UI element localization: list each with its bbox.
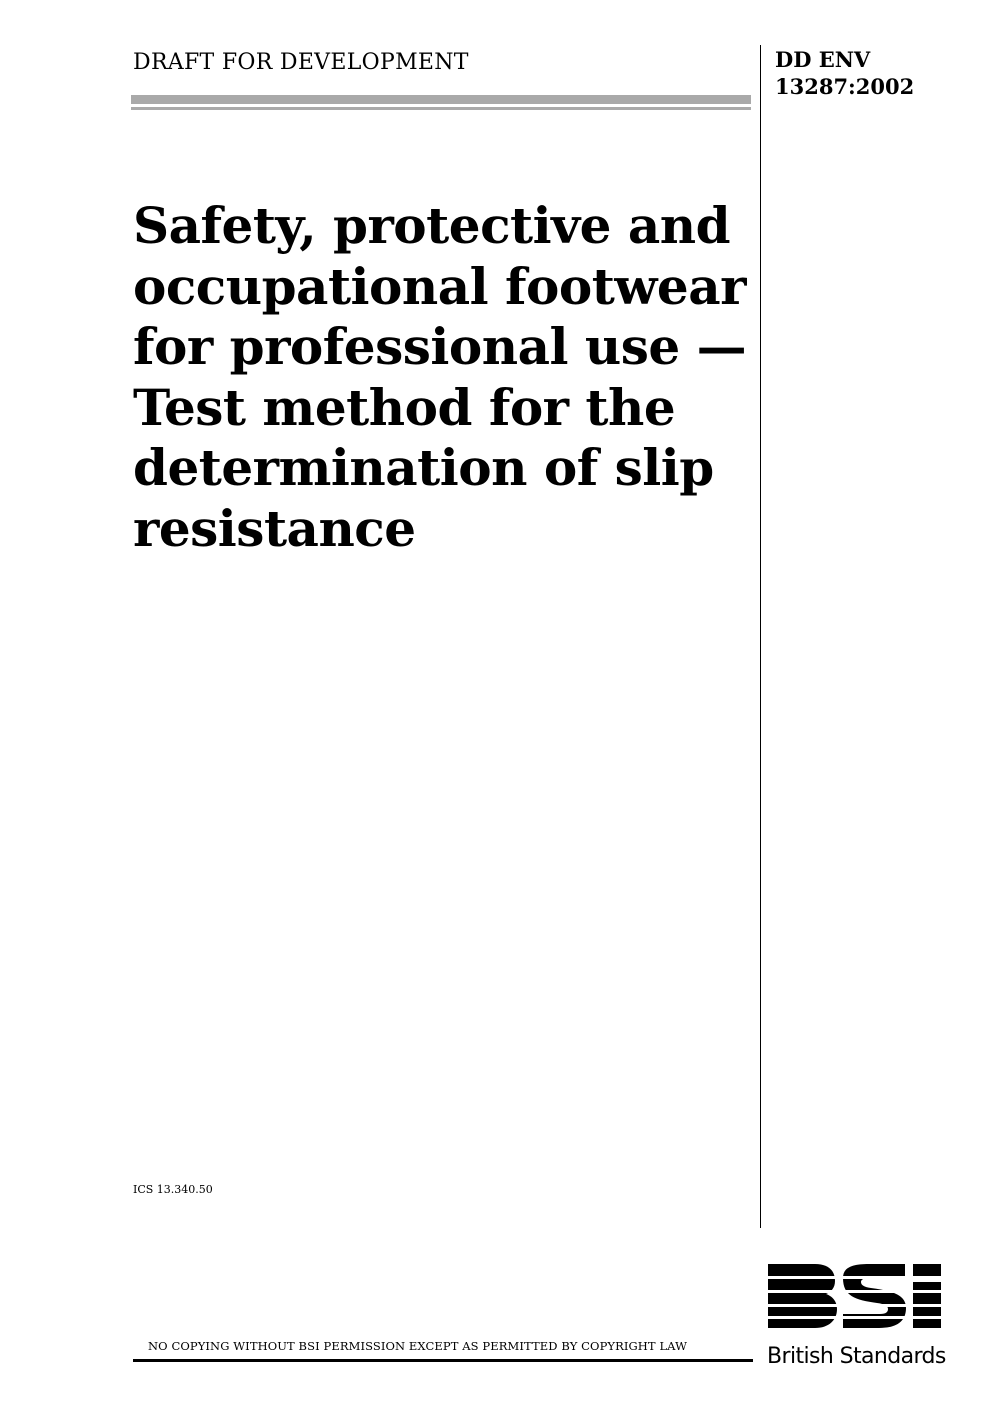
ics-code: ICS 13.340.50 xyxy=(133,1183,213,1196)
title-line: for professional use — xyxy=(133,317,747,376)
document-reference xyxy=(775,46,914,100)
title-line: Test method for the xyxy=(133,377,676,437)
copyright-notice: NO COPYING WITHOUT BSI PERMISSION EXCEPT AS PERMITTED BY COPYRIGHT LAW xyxy=(148,1339,688,1353)
document-title xyxy=(133,196,747,559)
title-line: occupational footwear xyxy=(133,256,746,316)
doc-ref-line-1: DD ENV xyxy=(775,47,871,72)
draft-banner: DRAFT FOR DEVELOPMENT xyxy=(133,50,469,75)
doc-ref-line-2: 13287:2002 xyxy=(775,74,915,99)
title-line: Safety, protective and xyxy=(133,196,731,255)
logo-caption: British Standards xyxy=(767,1344,946,1369)
title-line: determination of slip xyxy=(133,438,714,497)
title-line: resistance xyxy=(133,498,416,558)
vertical-divider xyxy=(760,45,761,1228)
header-rule-thick xyxy=(131,95,751,104)
footer-rule xyxy=(133,1359,753,1362)
header-rule-thin xyxy=(131,107,751,110)
